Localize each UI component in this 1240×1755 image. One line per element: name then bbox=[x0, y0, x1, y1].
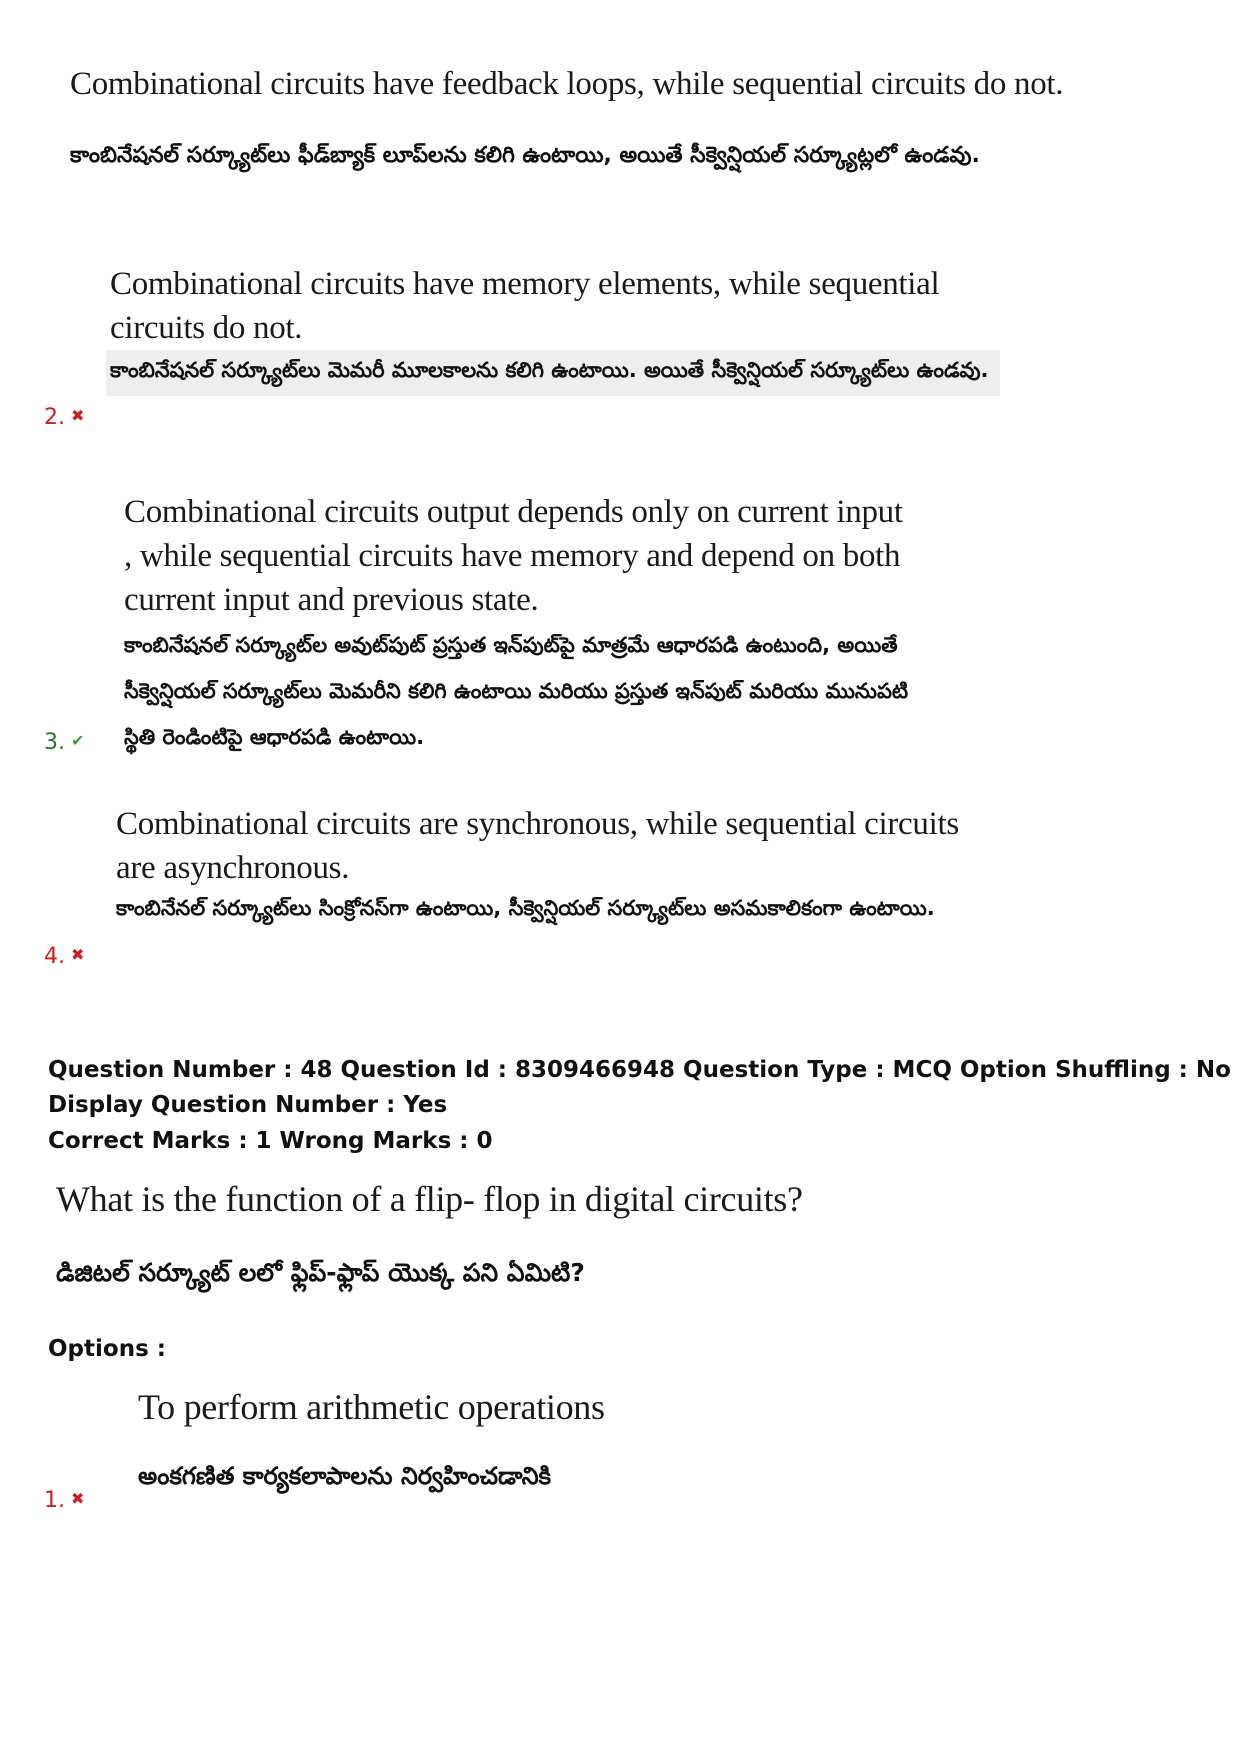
option-text-te: అంకగణిత కార్యకలాపాలను నిర్వహించడానికి bbox=[138, 1462, 552, 1490]
option-number-label: 2. bbox=[44, 405, 65, 430]
options-label: Options : bbox=[48, 1336, 166, 1362]
question-text-en: What is the function of a flip- flop in digital circuits? bbox=[56, 1179, 803, 1219]
option-number bbox=[44, 405, 84, 430]
option-number bbox=[44, 1488, 84, 1513]
question-meta-line: Correct Marks : 1 Wrong Marks : 0 bbox=[48, 1128, 493, 1154]
option-text-en: Combinational circuits output depends only on current input , while sequential circuits have memory and depend on both current input and previous state. bbox=[124, 494, 903, 618]
question-meta bbox=[48, 1053, 1231, 1159]
option-number-label: 1. bbox=[44, 1488, 65, 1513]
option-number-label: 4. bbox=[44, 944, 65, 969]
option-number bbox=[44, 944, 84, 969]
option-number bbox=[44, 730, 84, 755]
option-text-en: Combinational circuits are synchronous, while sequential circuits are asynchronous. bbox=[116, 806, 959, 886]
option-text-te: కాంబినేషనల్ సర్క్యూట్‌లు మెమరీ మూలకాలను కలిగి ఉంటాయి. అయితే సీక్వెన్షియల్ సర్క్యూట్‌లు ఉండవు. bbox=[106, 350, 1000, 396]
option-text-te: కాంబినేషనల్ సర్క్యూట్‌ల అవుట్‌పుట్ ప్రస్తుత ఇన్‌పుట్‌పై మాత్రమే ఆధారపడి ఉంటుంది, అయితే సీక్వెన్షియల్ సర్క్యూట్‌లు మెమరీని కలిగి ఉంటాయి మరియు ప్రస్తుత ఇన్‌పుట్ మరియు మునుపటి స్థితి రెండింటిపై ఆధారపడి ఉంటాయి. bbox=[124, 633, 909, 749]
option-text-te: కాంబినేనల్ సర్క్యూట్‌లు సింక్రోనస్‌గా ఉంటాయి, సీక్వెన్షియల్ సర్క్యూట్‌లు అసమకాలికంగా ఉంటాయి. bbox=[116, 896, 935, 920]
question-meta-line: Display Question Number : Yes bbox=[48, 1092, 448, 1118]
option-text-te: కాంబినేషనల్ సర్క్యూట్‌లు ఫీడ్‌బ్యాక్ లూప్‌లను కలిగి ఉంటాయి, అయితే సీక్వెన్షియల్ సర్క్యూట్లలో ఉండవు. bbox=[70, 143, 980, 168]
cross-icon: ✖ bbox=[71, 406, 85, 425]
cross-icon: ✖ bbox=[71, 945, 85, 964]
check-icon: ✔ bbox=[71, 731, 85, 750]
cross-icon: ✖ bbox=[71, 1489, 85, 1508]
option-number-label: 3. bbox=[44, 730, 65, 755]
question-meta-line: Question Number : 48 Question Id : 8309466948 Question Type : MCQ Option Shuffling : No bbox=[48, 1057, 1231, 1083]
option-text-en: To perform arithmetic operations bbox=[138, 1387, 605, 1427]
question-text-te: డిజిటల్ సర్క్యూట్ లలో ఫ్లిప్-ఫ్లాప్ యొక్క పని ఏమిటి? bbox=[56, 1258, 585, 1287]
option-text-en: Combinational circuits have feedback loops, while sequential circuits do not. bbox=[70, 66, 1064, 102]
option-text-en: Combinational circuits have memory elements, while sequential circuits do not. bbox=[110, 266, 940, 346]
